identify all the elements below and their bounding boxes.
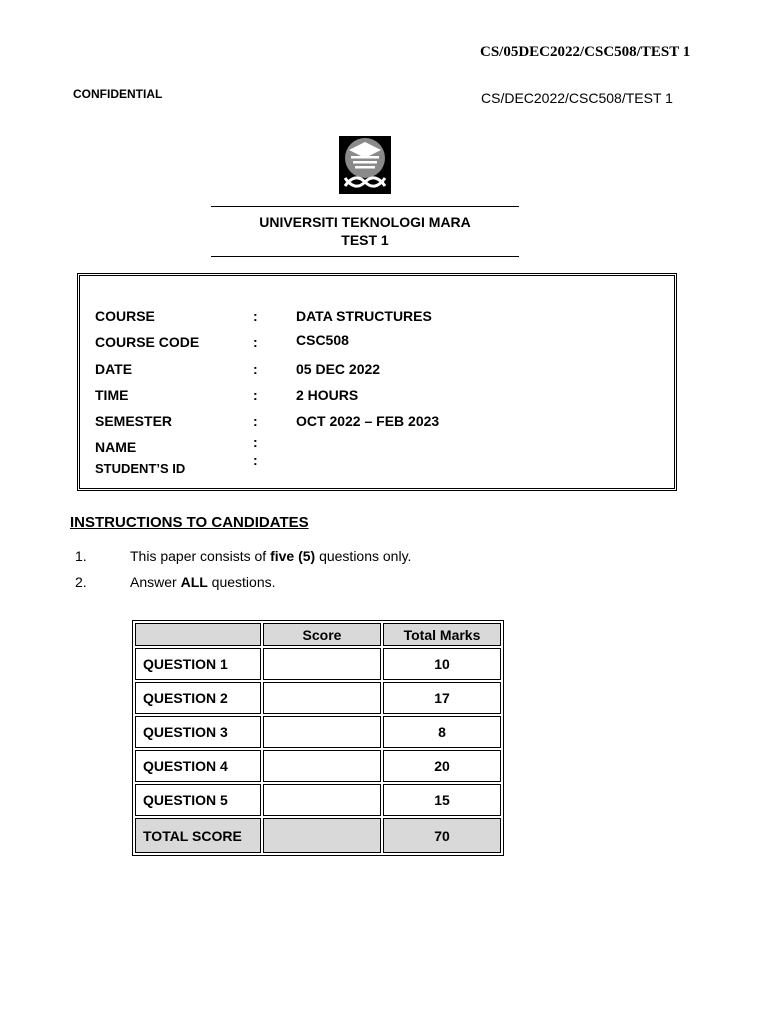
question-label: QUESTION 5 — [135, 784, 261, 816]
score-cell[interactable] — [263, 682, 381, 714]
total-marks-cell: 17 — [383, 682, 501, 714]
total-marks-cell: 20 — [383, 750, 501, 782]
instruction-text: questions. — [207, 574, 276, 590]
table-row — [135, 784, 501, 816]
question-label: QUESTION 1 — [135, 648, 261, 680]
info-label: COURSE CODE — [95, 334, 200, 350]
instruction-text: questions only. — [315, 548, 412, 564]
info-label: NAME — [95, 439, 137, 455]
total-marks-cell: 8 — [383, 716, 501, 748]
info-colon: : — [253, 413, 258, 429]
info-colon: : — [253, 434, 258, 450]
question-label: QUESTION 3 — [135, 716, 261, 748]
instruction-number: 2. — [75, 574, 87, 590]
instruction-item — [130, 548, 411, 564]
header-cell: Score — [263, 623, 381, 646]
info-label: COURSE — [95, 308, 155, 324]
info-colon: : — [253, 308, 258, 324]
info-label: TIME — [95, 387, 129, 403]
info-colon: : — [253, 334, 258, 350]
test-title: TEST 1 — [341, 232, 389, 248]
total-score-cell[interactable] — [263, 818, 381, 853]
score-cell[interactable] — [263, 648, 381, 680]
total-marks-cell: 10 — [383, 648, 501, 680]
table-row — [135, 682, 501, 714]
total-marks-cell: 15 — [383, 784, 501, 816]
info-colon: : — [253, 361, 258, 377]
header-cell — [135, 623, 261, 646]
document-code-serif: CS/05DEC2022/CSC508/TEST 1 — [480, 44, 691, 60]
score-cell[interactable] — [263, 716, 381, 748]
instructions-title: INSTRUCTIONS TO CANDIDATES — [70, 514, 309, 531]
question-label: QUESTION 4 — [135, 750, 261, 782]
header-cell: Total Marks — [383, 623, 501, 646]
info-label: DATE — [95, 361, 133, 377]
course-info-box — [77, 273, 677, 491]
table-header-row — [135, 623, 501, 646]
instruction-emphasis: five (5) — [270, 548, 316, 564]
info-value: DATA STRUCTURES — [296, 308, 432, 324]
info-colon: : — [253, 387, 258, 403]
title-top-rule — [211, 206, 519, 207]
university-name: UNIVERSITI TEKNOLOGI MARA — [259, 214, 471, 230]
document-code: CS/DEC2022/CSC508/TEST 1 — [481, 90, 673, 106]
score-table — [132, 620, 504, 856]
instruction-text: This paper consists of — [130, 548, 271, 564]
university-logo — [339, 136, 391, 194]
score-cell[interactable] — [263, 750, 381, 782]
info-value: CSC508 — [296, 332, 349, 348]
table-row — [135, 750, 501, 782]
instruction-text: Answer — [130, 574, 181, 590]
info-value: 2 HOURS — [296, 387, 359, 403]
total-score-label: TOTAL SCORE — [135, 818, 261, 853]
total-score-row — [135, 818, 501, 853]
info-label: SEMESTER — [95, 413, 173, 429]
title-bottom-rule — [211, 256, 519, 257]
info-label: STUDENT’S ID — [95, 461, 186, 476]
info-value: 05 DEC 2022 — [296, 361, 381, 377]
table-row — [135, 716, 501, 748]
confidential-label: CONFIDENTIAL — [73, 87, 163, 101]
info-value: OCT 2022 – FEB 2023 — [296, 413, 440, 429]
instruction-number: 1. — [75, 548, 87, 564]
info-colon: : — [253, 452, 258, 468]
question-label: QUESTION 2 — [135, 682, 261, 714]
instruction-item — [130, 574, 276, 590]
instruction-emphasis: ALL — [180, 574, 208, 590]
table-row — [135, 648, 501, 680]
score-cell[interactable] — [263, 784, 381, 816]
total-marks-sum: 70 — [383, 818, 501, 853]
